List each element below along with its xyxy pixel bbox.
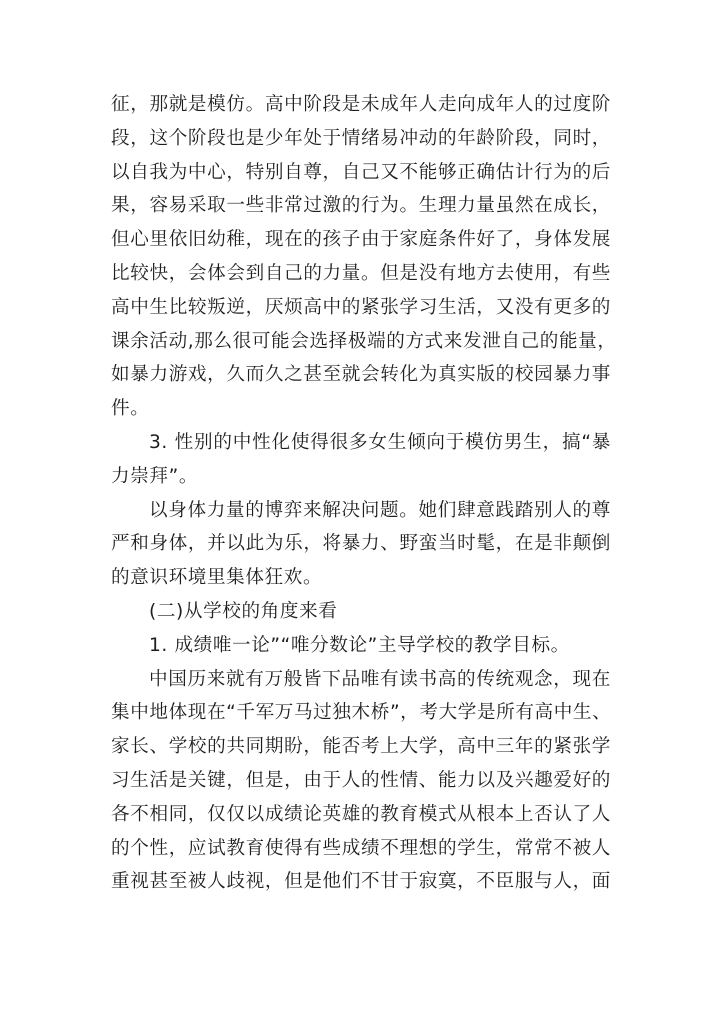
paragraph-grades-only-theory	[111, 629, 611, 663]
section-heading: (二)从学校的角度来看	[149, 600, 338, 622]
paragraph-imitation	[111, 88, 617, 426]
numbered-item-1: 1. 成绩唯一论”“唯分数论”主导学校的教学目标。	[149, 634, 570, 656]
text-line: 比较快，会体会到自己的力量。但是没有地方去使用，有些	[111, 262, 611, 284]
text-line: 果，容易采取一些非常过激的行为。生理力量虽然在成长，	[111, 195, 611, 217]
text-line: 的意识环境里集体狂欢。	[111, 567, 323, 589]
text-line: 课余活动,那么很可能会选择极端的方式来发泄自己的能量，	[111, 330, 617, 352]
numbered-item-3: 3. 性别的中性化使得很多女生倾向于模仿男生，搞“暴	[149, 431, 611, 453]
section-heading-school-perspective	[111, 595, 611, 629]
text-line: 家长、学校的共同期盼，能否考上大学，高中三年的紧张学	[111, 736, 611, 758]
paragraph-exam-education	[111, 663, 611, 900]
text-line: 重视甚至被人歧视，但是他们不甘于寂寞，不臣服与人，面	[111, 871, 611, 893]
text-line: 征，那就是模仿。高中阶段是未成年人走向成年人的过度阶	[111, 94, 611, 115]
text-line: 以自我为中心，特别自尊，自己又不能够正确估计行为的后	[111, 161, 611, 183]
text-line: 中国历来就有万般皆下品唯有读书高的传统观念，现在	[149, 668, 611, 690]
paragraph-physical-power	[111, 494, 611, 595]
text-line: 集中地体现在“千军万马过独木桥”，考大学是所有高中生、	[111, 702, 612, 724]
text-line: 严和身体，并以此为乐，将暴力、野蛮当时髦，在是非颠倒	[111, 533, 611, 555]
text-line: 力崇拜”。	[111, 465, 199, 487]
document-page	[111, 88, 617, 899]
text-line: 各不相同，仅仅以成绩论英雄的教育模式从根本上否认了人	[111, 803, 611, 825]
paragraph-gender-neutralization	[111, 426, 611, 494]
text-line: 段，这个阶段也是少年处于情绪易冲动的年龄阶段，同时，	[111, 127, 611, 149]
text-line: 件。	[111, 398, 150, 420]
text-line: 的个性，应试教育使得有些成绩不理想的学生，常常不被人	[111, 837, 611, 859]
text-line: 如暴力游戏，久而久之甚至就会转化为真实版的校园暴力事	[111, 364, 611, 386]
text-line: 以身体力量的博弈来解决问题。她们肆意践踏别人的尊	[149, 499, 611, 521]
text-line: 习生活是关键，但是，由于人的性情、能力以及兴趣爱好的	[111, 769, 611, 791]
text-line: 但心里依旧幼稚，现在的孩子由于家庭条件好了，身体发展	[111, 229, 611, 251]
text-line: 高中生比较叛逆，厌烦高中的紧张学习生活，又没有更多的	[111, 296, 611, 318]
